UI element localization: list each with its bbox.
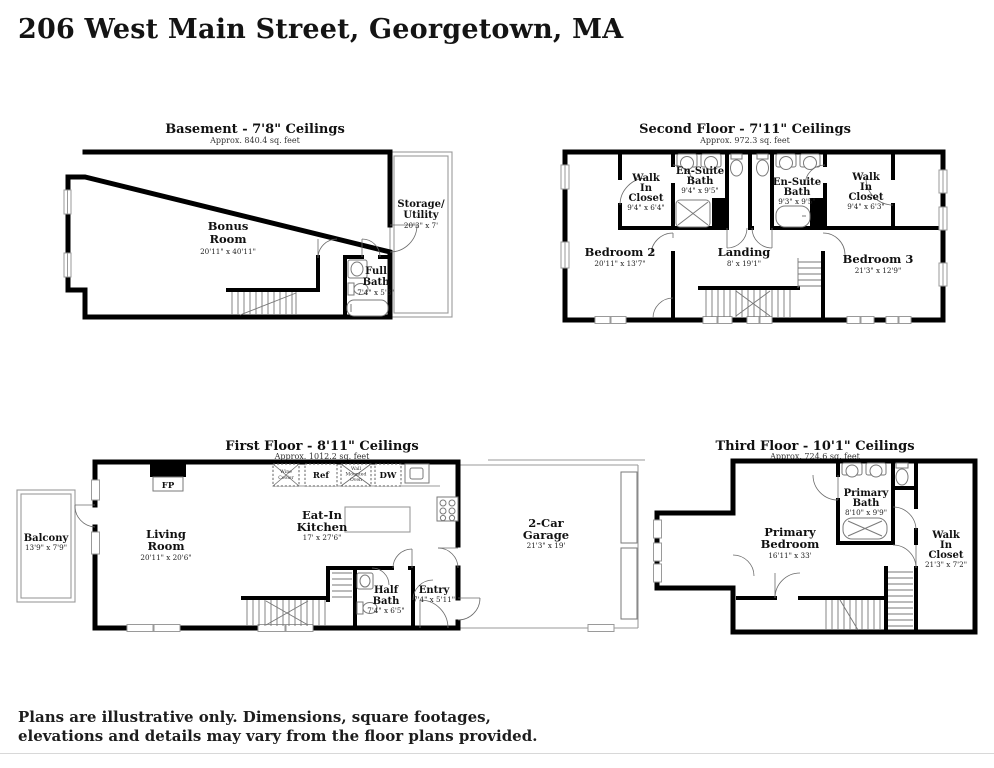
room-dims: 9'4" x 6'4"	[627, 203, 665, 212]
room-label: Bonus	[207, 219, 249, 233]
svg-text:Cooler: Cooler	[278, 476, 294, 481]
room-label: Bath	[852, 498, 880, 509]
room-label: In	[640, 183, 652, 194]
sink-icon	[842, 463, 886, 477]
room-label: En-Suite	[675, 166, 725, 177]
disclaimer	[18, 708, 537, 746]
storage-room-outline	[390, 152, 452, 317]
first-heading: First Floor - 8'11" Ceilings	[225, 439, 419, 454]
room-dims: 7'4" x 6'5"	[367, 606, 405, 615]
room-dims: 20'3" x 7'	[403, 221, 439, 230]
third-floorplan	[650, 425, 994, 655]
room-label: In	[940, 540, 952, 551]
room-label: Half	[373, 585, 399, 596]
room-label: Living	[146, 527, 186, 541]
bathtub-icon	[347, 300, 388, 316]
disclaimer-line1: Plans are illustrative only. Dimensions, square footages,	[18, 708, 491, 726]
svg-text:Oven: Oven	[349, 478, 363, 483]
svg-text:DW: DW	[379, 471, 397, 481]
stove-icon	[437, 497, 458, 521]
svg-text:FP: FP	[161, 481, 175, 491]
room-dims: 13'9" x 7'9"	[24, 543, 68, 552]
sink-icon	[405, 464, 429, 483]
room-dims: 9'4" x 6'3"	[847, 202, 885, 211]
fireplace-icon	[153, 477, 183, 491]
toilet-icon	[896, 463, 908, 485]
room-label: Walk	[632, 173, 660, 184]
room-label: Bath	[372, 596, 400, 607]
svg-text:Mounted: Mounted	[345, 472, 367, 478]
third-area: Approx. 724.6 sq. feet	[770, 452, 860, 461]
room-dims: 9'4" x 9'5"	[681, 186, 719, 195]
room-label: Balcony	[23, 533, 69, 544]
room-label: Storage/	[397, 199, 445, 210]
first-floorplan	[10, 425, 660, 655]
wine-cooler-icon	[273, 464, 299, 486]
room-label: Walk	[852, 172, 880, 183]
disclaimer-line2: elevations and details may vary from the floor plans provided.	[18, 727, 538, 745]
door-arc	[620, 165, 893, 318]
first-area: Approx. 1012.2 sq. feet	[274, 452, 370, 461]
room-dims: 7'4" x 5'11"	[412, 595, 456, 604]
room-dims: 17' x 27'6"	[302, 533, 342, 542]
room-dims: 20'11" x 20'6"	[140, 553, 192, 562]
room-label: En-Suite	[772, 177, 822, 188]
room-dims: 20'11" x 40'11"	[200, 247, 256, 256]
room-label: Kitchen	[296, 520, 348, 534]
room-label: Room	[209, 232, 247, 246]
room-dims: 21'3" x 12'9"	[854, 266, 902, 275]
bottom-divider	[0, 753, 994, 754]
second-area: Approx. 972.3 sq. feet	[700, 136, 790, 145]
room-dims: 9'3" x 9'5"	[778, 197, 816, 206]
room-label: Walk	[932, 530, 960, 541]
room-label: In	[860, 182, 872, 193]
room-label: Garage	[522, 528, 570, 542]
second-floorplan	[555, 110, 994, 345]
second-heading: Second Floor - 7'11" Ceilings	[639, 122, 851, 137]
page-title: 206 West Main Street, Georgetown, MA	[18, 14, 624, 45]
stairs-icon	[826, 572, 913, 630]
basement-floorplan	[15, 110, 465, 340]
wall-oven-icon	[341, 464, 371, 486]
room-label: Full	[365, 266, 387, 277]
room-label: Closet	[628, 193, 664, 204]
room-dims: 7'4" x 5'3"	[357, 288, 395, 297]
room-label: Bedroom	[760, 537, 820, 551]
room-label: 2-Car	[528, 516, 564, 530]
room-dims: 16'11" x 33'	[768, 551, 812, 560]
room-label: Utility	[403, 210, 439, 221]
room-dims: 21'3" x 7'2"	[924, 560, 968, 569]
bathtub-icon	[843, 518, 887, 539]
dishwasher-icon	[375, 464, 401, 486]
room-dims: 8'10" x 9'9"	[844, 508, 888, 517]
room-label: Eat-In	[301, 508, 343, 522]
door-arc	[318, 225, 417, 258]
room-dims: 21'3" x 19'	[526, 541, 566, 550]
stairs-icon	[232, 292, 296, 315]
garage-door	[621, 472, 637, 619]
basement-area: Approx. 840.4 sq. feet	[210, 136, 300, 145]
basement-heading: Basement - 7'8" Ceilings	[165, 122, 345, 137]
room-dims: 8' x 19'1"	[726, 259, 762, 268]
kitchen-island	[345, 507, 410, 532]
room-label: Landing	[717, 245, 771, 259]
room-label: Bedroom 2	[584, 245, 656, 259]
refrigerator-icon	[305, 464, 337, 486]
window	[654, 520, 662, 582]
svg-text:Wine: Wine	[280, 470, 292, 475]
room-dims: 20'11" x 13'7"	[594, 259, 646, 268]
room-label: Entry	[418, 585, 450, 596]
room-label: Closet	[848, 192, 884, 203]
room-label: Bath	[783, 187, 811, 198]
room-label: Primary	[843, 488, 889, 499]
room-label: Room	[147, 539, 185, 553]
svg-text:Wall: Wall	[351, 467, 361, 472]
sink-icon	[357, 573, 373, 589]
room-label: Primary	[764, 525, 816, 539]
room-label: Closet	[928, 550, 964, 561]
room-label: Bath	[686, 176, 714, 187]
room-label: Bedroom 3	[842, 252, 914, 266]
door-arc	[75, 505, 480, 628]
room-label: Bath	[362, 277, 390, 288]
third-heading: Third Floor - 10'1" Ceilings	[715, 439, 915, 454]
svg-text:Ref: Ref	[312, 471, 330, 481]
